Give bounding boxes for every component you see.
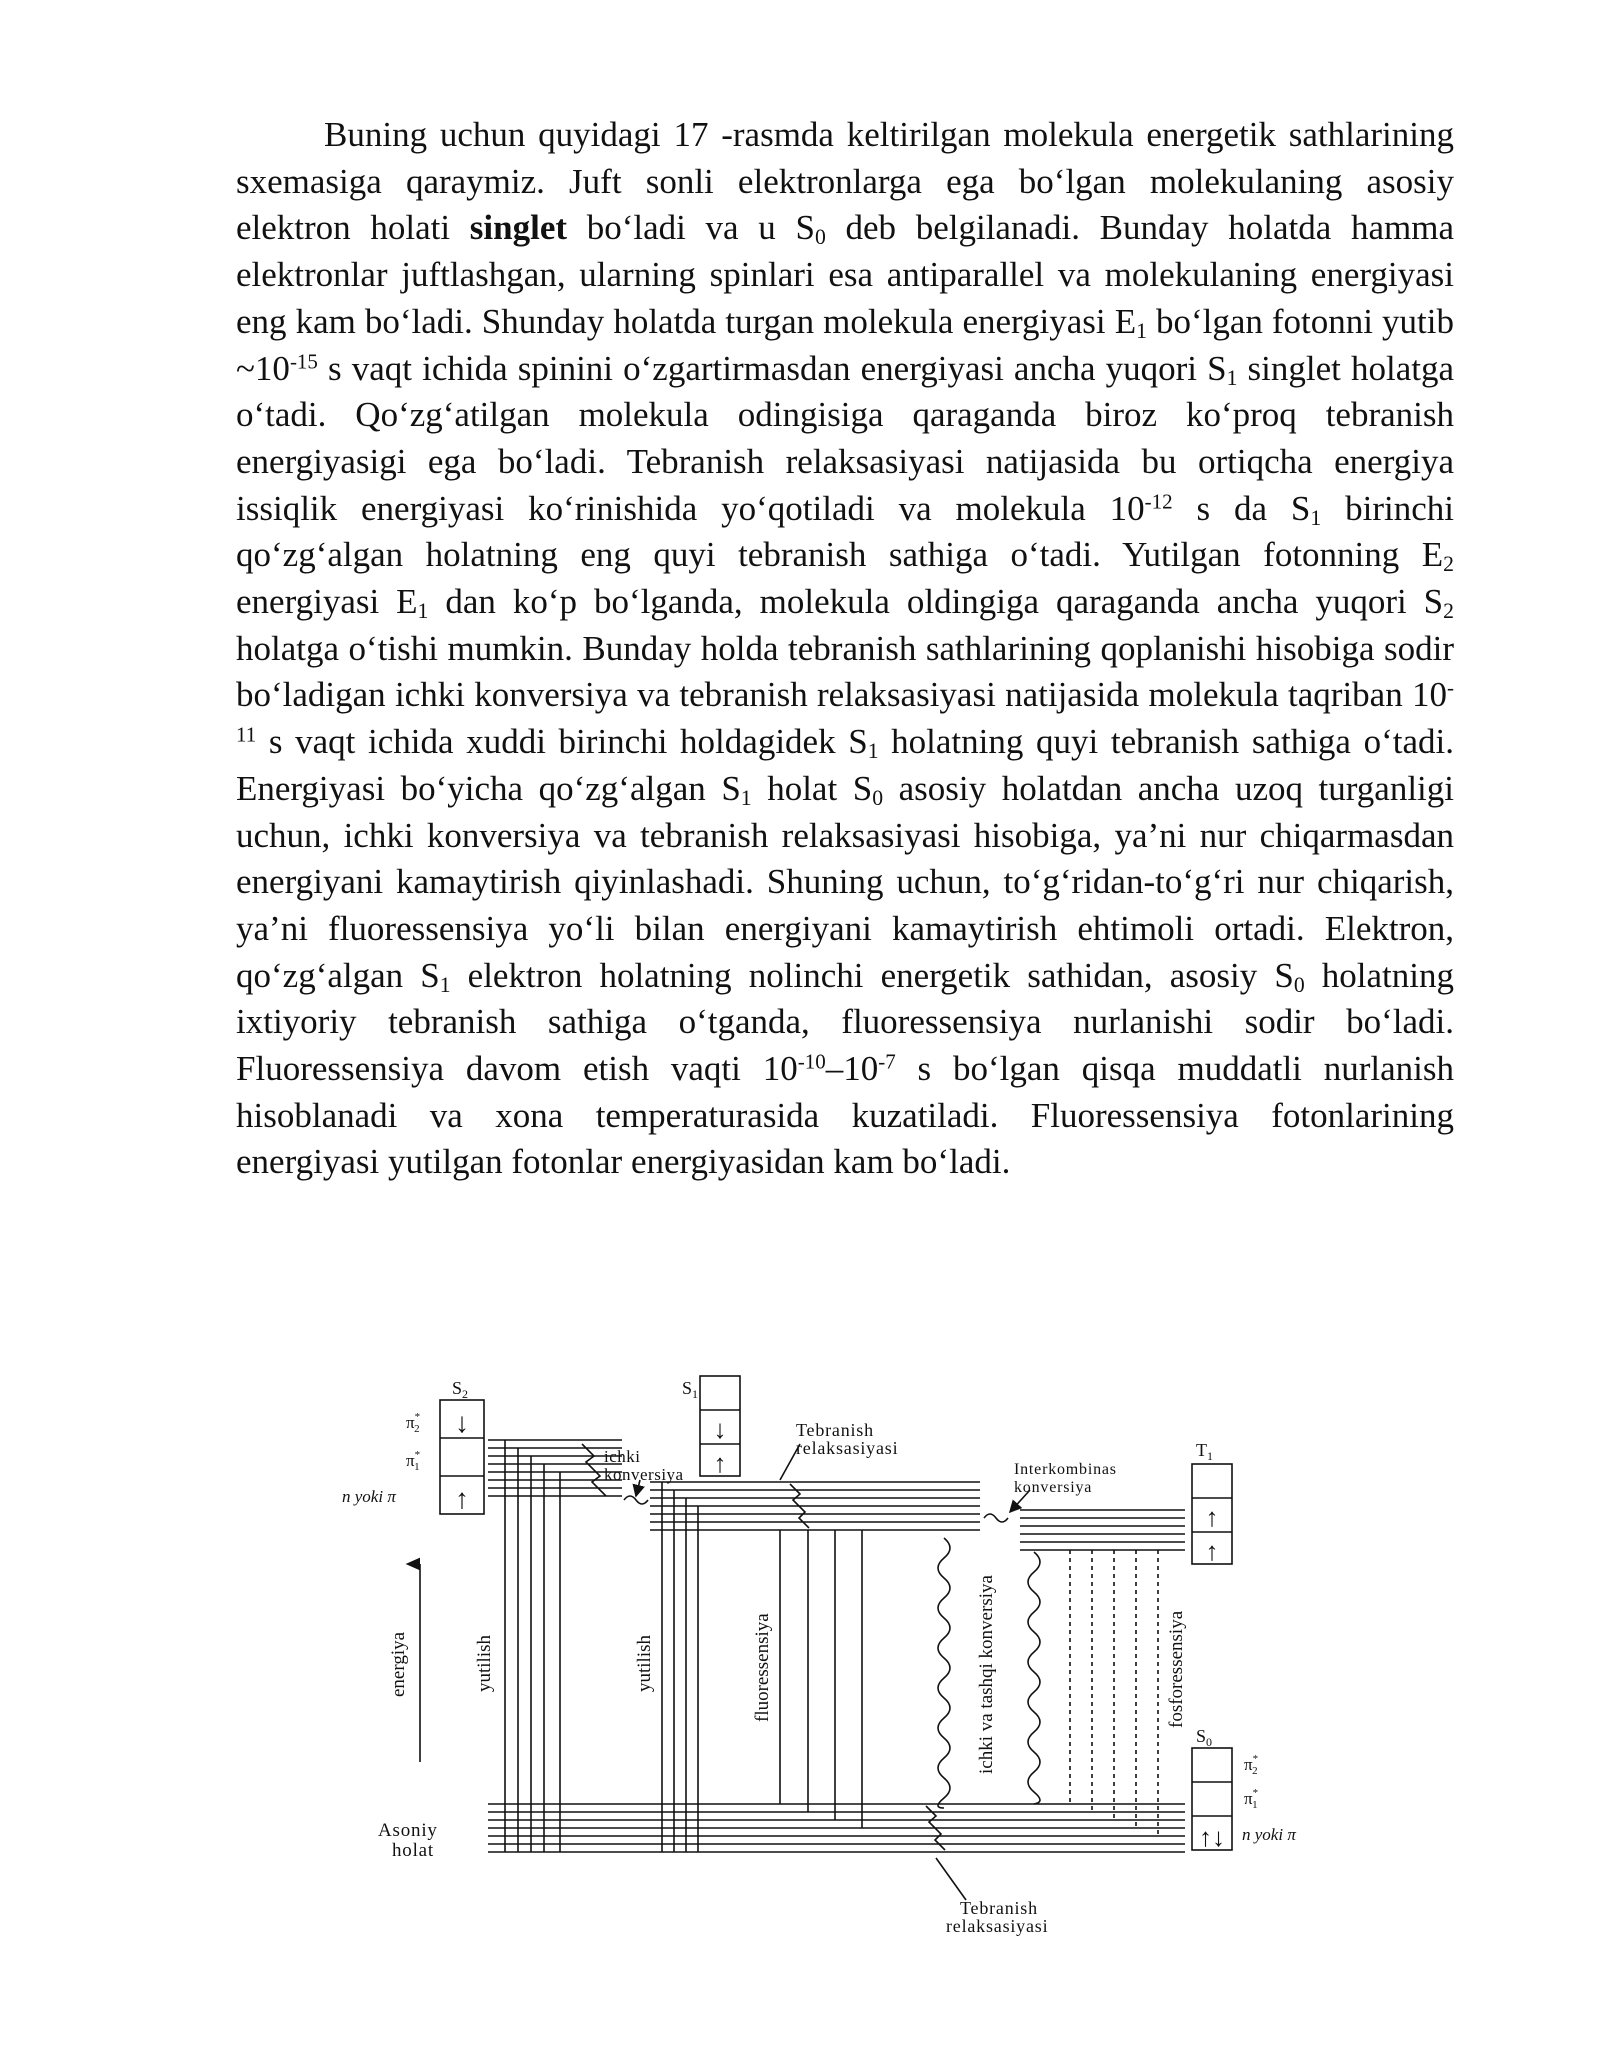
t1-label: $T_1$ <box>1196 1440 1213 1463</box>
text-run: elektron holatning nolinchi energetik sathidan, asosiy S <box>450 955 1294 995</box>
s1-levels <box>650 1482 980 1530</box>
text-run: s vaqt ichida xuddi birinchi holdagidek S <box>256 722 868 762</box>
absorption-label-2: yutilish <box>634 1634 655 1692</box>
text-run: deb belgilanadi. Bunday holatda hamma elektronlar juftlashgan, ularning spinlari esa antiparallel va molekulaning energiyasi eng kam bo‘ladi. Shunday holatda turgan molekula energiyasi E <box>236 208 1454 341</box>
text-run: holat S <box>751 768 873 808</box>
ground-state-label-2: holat <box>392 1840 434 1861</box>
text-run: holatning quyi tebranish sathiga o‘tadi. Energiyasi bo‘yicha qo‘zg‘algan S <box>236 722 1454 808</box>
superscript: -11 <box>236 675 1454 747</box>
text-run: Buning uchun quyidagi 17 -rasmda keltirilgan molekula energetik sathlarining sxemasiga qaraymiz. Juft sonli elektronlarga ega bo‘lgan molekulaning asosiy elektron holati <box>236 115 1454 248</box>
text-run: holatning ixtiyoriy tebranish sathiga o‘tganda, fluoressensiya nurlanishi sodir bo‘ladi. Fluoressensiya davom etish vaqti 10 <box>236 955 1455 1089</box>
ground-state-label-1: Asoniy <box>378 1820 438 1841</box>
pi1-star-label-left: π* 1 <box>406 1449 421 1473</box>
pi2-star-label-left: π* 2 <box>406 1411 421 1435</box>
superscript: -10 <box>797 1049 826 1074</box>
fluorescence-label: fluoressensiya <box>752 1613 773 1722</box>
text-run: s vaqt ichida spinini o‘zgartirmasdan energiyasi ancha yuqori S <box>317 348 1227 388</box>
t1-spin-up-2: ↑ <box>1205 1537 1219 1566</box>
pi2-star-label-right: π* 2 <box>1244 1753 1259 1777</box>
pi1-star-label-right: π* 1 <box>1244 1787 1259 1811</box>
subscript: 0 <box>872 785 884 810</box>
subscript: 1 <box>740 785 752 810</box>
superscript: -15 <box>289 348 318 373</box>
subscript: 2 <box>1443 598 1454 623</box>
s1-label: $S_1$ <box>682 1378 699 1401</box>
phosphorescence-lines <box>1070 1550 1158 1836</box>
subscript: 0 <box>1293 972 1305 997</box>
subscript: 1 <box>1226 365 1238 390</box>
subscript: 0 <box>814 225 826 250</box>
vib-relax-bottom-label-2: relaksasiyasi <box>946 1916 1049 1936</box>
s0-spin-pair: ↑↓ <box>1199 1823 1225 1852</box>
text-run: –10 <box>825 1049 879 1089</box>
s1-spin-down: ↓ <box>713 1415 727 1444</box>
isc-label-2: konversiya <box>1014 1479 1093 1496</box>
absorption-label-1: yutilish <box>474 1634 495 1692</box>
s0-levels <box>488 1804 1185 1852</box>
s2-label: $S_2$ <box>452 1378 469 1401</box>
s1-spin-up: ↑ <box>713 1449 727 1478</box>
n-or-pi-label-right: n yoki π <box>1242 1825 1296 1844</box>
body-paragraph <box>236 112 1454 1186</box>
ic-label-1: ichki <box>604 1447 641 1466</box>
superscript: -7 <box>878 1049 896 1074</box>
subscript: 1 <box>439 972 451 997</box>
text-run: asosiy holatdan ancha uzoq turganligi uchun, ichki konversiya va tebranish relaksasiyasi hisobiga, ya’ni nur chiqarmasdan energiyani kamaytirish qiyinlashadi. Shuning uchun, to‘g‘ridan-to‘g‘ri nur chiqarish, ya’ni fluoressensiya yo‘li bilan energiyani kamaytirish ehtimoli ortadi. Elektron, qo‘zg‘algan S <box>236 768 1454 995</box>
absorption-lines-s2 <box>505 1440 560 1852</box>
vib-relax-bottom-leader <box>936 1858 966 1900</box>
text-run: energiyasi E <box>236 582 418 622</box>
vib-relax-bottom-label-1: Tebranish <box>960 1898 1038 1918</box>
text-run: bo‘ladi va u S <box>567 208 815 248</box>
n-or-pi-label-left: n yoki π <box>342 1487 396 1506</box>
s2-levels <box>488 1440 622 1496</box>
superscript: -12 <box>1144 489 1173 514</box>
isc-label-1: Interkombinas <box>1014 1461 1117 1478</box>
subscript: 1 <box>867 738 879 763</box>
ic-label-2: konversiya <box>604 1465 684 1484</box>
ic-tilde-s2-s1 <box>624 1496 648 1504</box>
subscript: 1 <box>1310 505 1322 530</box>
vib-relax-top-label-2: relaksasiyasi <box>796 1438 899 1458</box>
text-run: s bo‘lgan qisqa muddatli nurlanish hisoblanadi va xona temperaturasida kuzatiladi. Fluoressensiya fotonlarining energiyasi yutilgan fotonlar energiyasidan kam bo‘ladi. <box>236 1049 1454 1182</box>
fluorescence-lines <box>780 1530 862 1828</box>
text-run: singlet holatga o‘tadi. Qo‘zg‘atilgan molekula odingisiga qaraganda biroz ko‘proq tebranish energiyasigi ega bo‘ladi. Tebranish relaksasiyasi natijasida bu ortiqcha energiya issiqlik energiyasi ko‘rinishida yo‘qotiladi va molekula 10 <box>236 348 1454 528</box>
s2-spin-down: ↓ <box>455 1408 469 1439</box>
text-run: holatga o‘tishi mumkin. Bunday holda tebranish sathlarining qoplanishi hisobiga sodir bo‘ladigan ichki konversiya va tebranish relaksasiyasi natijasida molekula taqriban 10 <box>236 628 1454 715</box>
absorption-lines-s1 <box>662 1482 698 1852</box>
t1-levels <box>1020 1510 1185 1550</box>
phosphorescence-label: fosforessensiya <box>1166 1610 1187 1728</box>
internal-conversion-wave-1 <box>938 1538 950 1808</box>
subscript: 2 <box>1443 552 1454 577</box>
internal-external-conversion-label: ichki va tashqi konversiya <box>976 1575 997 1774</box>
jablonski-diagram <box>342 1372 1340 1936</box>
internal-conversion-wave-2 <box>1028 1552 1040 1804</box>
text-run: dan ko‘p bo‘lganda, molekula oldingiga qaraganda ancha yuqori S <box>428 582 1444 622</box>
s2-spin-up: ↑ <box>455 1484 469 1515</box>
t1-spin-up-1: ↑ <box>1205 1503 1219 1532</box>
energy-axis-label: energiya <box>388 1631 409 1697</box>
text-run: birinchi qo‘zg‘algan holatning eng quyi tebranish sathiga o‘tadi. Yutilgan fotonning E <box>236 488 1454 575</box>
text-run: s da S <box>1172 488 1311 528</box>
vib-relax-top-label-1: Tebranish <box>796 1420 874 1440</box>
subscript: 1 <box>1136 318 1147 343</box>
isc-tilde-s1-t1 <box>984 1514 1008 1522</box>
text-run: bo‘lgan fotonni yutib ~10 <box>236 301 1454 388</box>
bold-term: singlet <box>469 208 568 248</box>
subscript: 1 <box>417 598 429 623</box>
s0-label: $S_0$ <box>1196 1726 1213 1749</box>
